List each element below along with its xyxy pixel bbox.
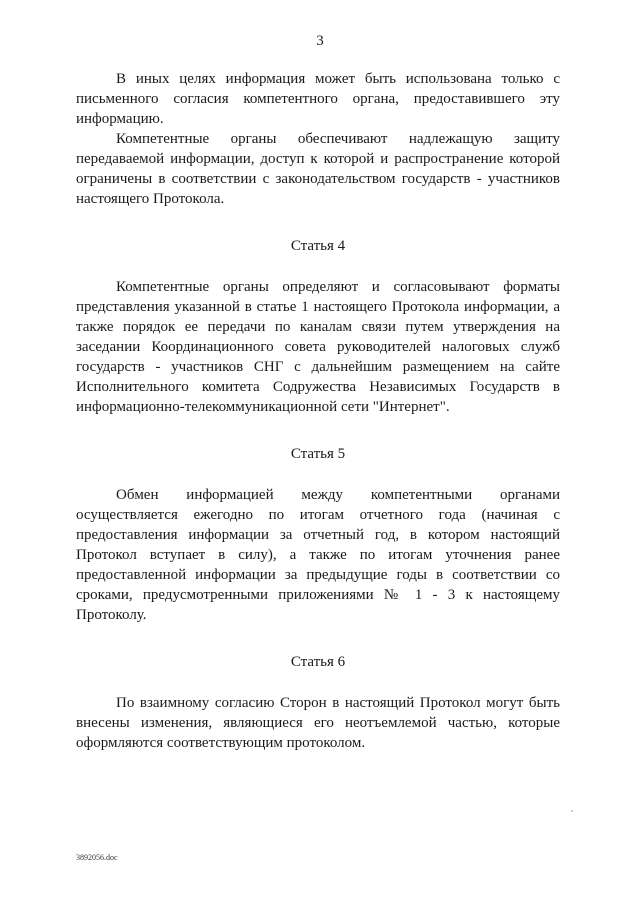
scan-speck: [571, 810, 573, 812]
paragraph-intro-1: В иных целях информация может быть использована только с письменного согласия компетентного органа, предоставившего эту информацию.: [76, 71, 560, 127]
article-5-text: Обмен информацией между компетентными органами осуществляется ежегодно по итогам отчетного года (начиная с предоставления информации за отчетный год, в котором настоящий Протокол вступает в силу), а также по итогам уточнения ранее предоставленной информации за предыдущие годы в соответствии со сроками, предусмотренными приложениями № 1 - 3 к настоящему Протоколу.: [76, 487, 560, 623]
document-body: [76, 69, 560, 753]
article-4-text: Компетентные органы определяют и согласовывают форматы представления указанной в статье 1 настоящего Протокола информации, а также порядок ее передачи по каналам связи путем утверждения на заседании Координационного совета руководителей налоговых служб государств - участников СНГ с дальнейшим размещением на сайте Исполнительного комитета Содружества Независимых Государств в информационно-телекоммуникационной сети "Интернет".: [76, 279, 560, 415]
page-number: 3: [316, 33, 324, 49]
article-4-heading: Статья 4: [290, 238, 346, 254]
article-5-heading: Статья 5: [290, 446, 346, 462]
article-6-text: По взаимному согласию Сторон в настоящий Протокол могут быть внесены изменения, являющиеся его неотъемлемой частью, которые оформляются соответствующим протоколом.: [76, 695, 560, 751]
paragraph-intro-2: Компетентные органы обеспечивают надлежащую защиту передаваемой информации, доступ к которой и распространение которой ограничены в соответствии с законодательством государств - участников настоящего Протокола.: [76, 131, 560, 207]
article-6-heading: Статья 6: [290, 654, 346, 670]
file-name-footer: 3892056.doc: [76, 853, 118, 862]
